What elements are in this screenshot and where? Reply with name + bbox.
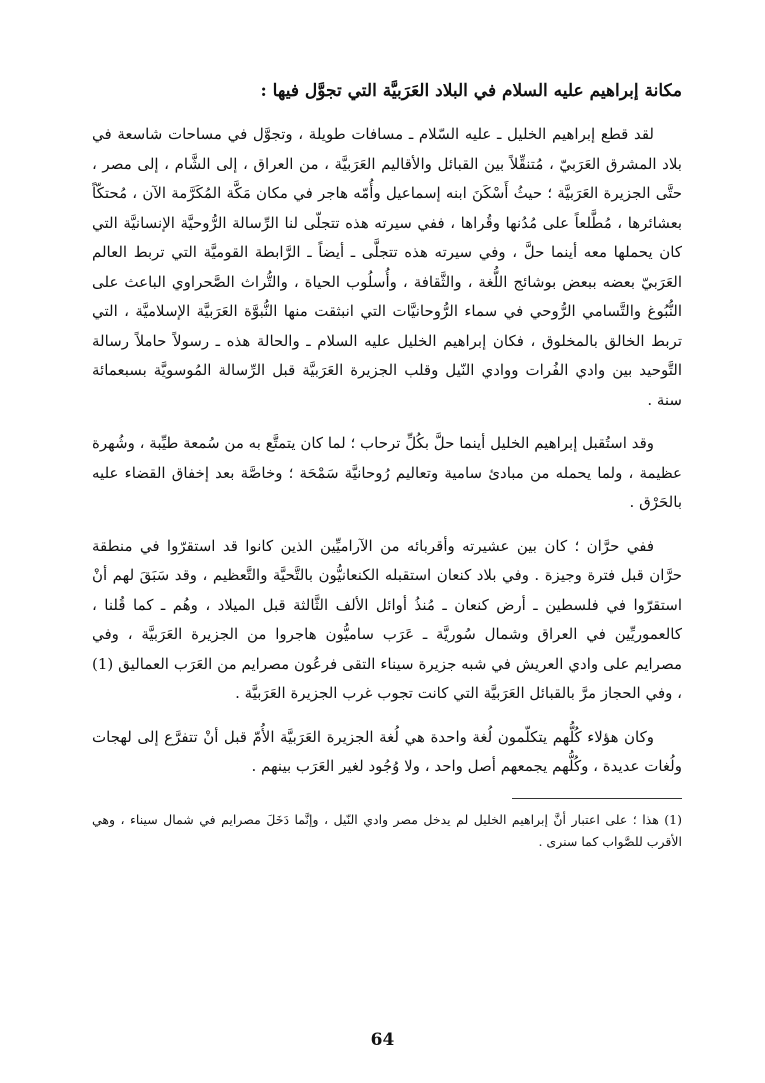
paragraph-2: وقد استُقبل إبراهيم الخليل أينما حلَّ بكُلِّ ترحاب ؛ لما كان يتمتَّع به من سُمعة طيِّبة ، وشُهرة عظيمة ، ولما يحمله من مبادئ سامية وتعاليم رُوحانيَّة سَمْحَة ؛ وخاصَّة بعد إخفاق القضاء عليه بالحَرْق . — [92, 434, 682, 511]
footnote: (1) هذا ؛ على اعتبار أنَّ إبراهيم الخليل لم يدخل مصر وادي النّيل ، وإنَّما دَخَلَ مصرايم في شمال سيناء ، وهي الأقرب للصَّواب كما سنرى . — [92, 811, 682, 849]
section-heading: مكانة إبراهيم عليه السلام في البلاد العَرَبيَّة التي تجوَّل فيها : — [260, 81, 682, 101]
page-number: 64 — [370, 1030, 395, 1050]
paragraph-3: ففي حرَّان ؛ كان بين عشيرته وأقربائه من الآراميِّين الذين كانوا قد استقرّوا في منطقة حرَّان قبل فترة وجيزة . وفي بلاد كنعان استقبله الكنعانيُّون بالتَّحيَّة والتَّعظيم ، وقد سَبَقَ لهم أنْ استقرّوا في فلسطين ـ أرض كنعان ـ مُنذُ أوائل الألف الثَّالثة قبل الميلاد ، وهُم ـ كما قُلنا ، كالعموريِّين في العراق وشمال سُوريَّة ـ عَرَب ساميُّون هاجروا من الجزيرة العَرَبيَّة ، وفي مصرايم على وادي العريش في شبه جزيرة سيناء التقى فرعُون مصرايم من العَرَب العماليق (1) ، وفي الحجاز مرَّ بالقبائل العَرَبيَّة التي كانت تجوب غرب الجزيرة العَرَبيَّة . — [92, 536, 682, 702]
paragraph-1: لقد قطع إبراهيم الخليل ـ عليه السّلام ـ مسافات طويلة ، وتجوَّل في مساحات شاسعة في بلاد المشرق العَرَبيّ ، مُتنقِّلاً بين القبائل والأقاليم العَرَبيَّة ، من العراق ، إلى الشَّام ، إلى مصر ، حتَّى الجزيرة العَرَبيَّة ؛ حيثُ أَسْكَنَ ابنه إسماعيل وأُمّه هاجر في مكان مَكَّة المُكَرَّمة الآن ، مُحتكّاً بعشائرها ، مُطَّلعاً على مُدُنها وقُراها ، ففي سيرته هذه تتجلّى لنا الرِّسالة الرُّوحيَّة الإنسانيَّة التي كان يحملها معه أينما حلَّ ، وفي سيرته هذه تتجلَّى ـ أيضاً ـ الرَّابطة القوميَّة التي تربط العالم العَرَبيّ بعضه ببعض بوشائج اللُّغة ، والثَّقافة ، وأُسلُوب الحياة ، والتُّراث الصَّحراوي الباعث على النُّبُوغ والتَّسامي الرُّوحي في سماء الرُّوحانيَّات التي انبثقت منها النُّبوَّة العَرَبيَّة الإسلاميَّة ، التي تربط الخالق بالمخلوق ، فكان إبراهيم الخليل عليه السلام ـ والحالة هذه ـ رسولاً حاملاً رسالة التَّوحيد بين وادي الفُرات ووادي النّيل وقلب الجزيرة العَرَبيَّة قبل الرِّسالة المُوسويَّة بسبعمائة سنة . — [92, 125, 682, 409]
footnote-divider — [512, 798, 682, 799]
paragraph-4: وكان هؤلاء كُلُّهم يتكلّمون لُغة واحدة هي لُغة الجزيرة العَرَبيَّة الأُمّ قبل أنْ تتفرَّع إلى لهجات ولُغات عديدة ، وكُلُّهم يجمعهم أصل واحد ، ولا وُجُود لغير العَرَب بينهم . — [92, 727, 682, 775]
